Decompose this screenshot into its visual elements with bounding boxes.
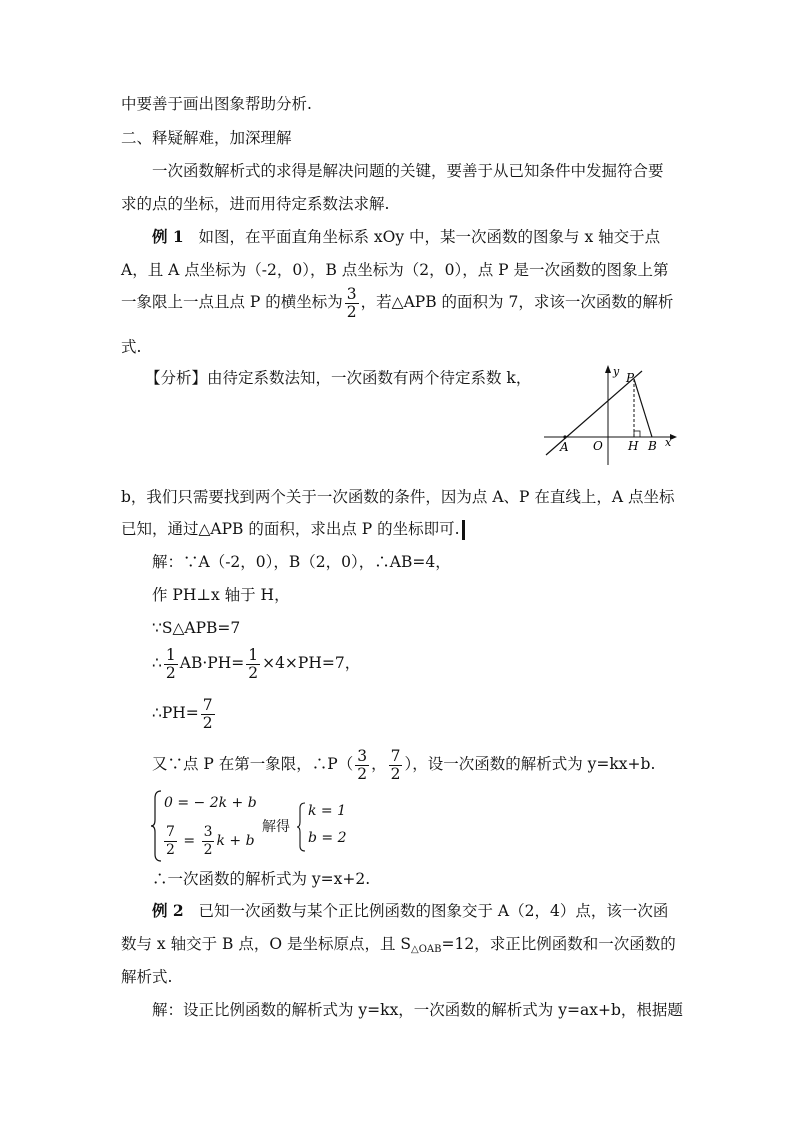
analysis-line: b，我们只需要找到两个关于一次函数的条件，因为点 A、P 在直线上，A 点坐标	[121, 488, 675, 506]
example-1-label: 例 1	[152, 227, 184, 246]
fraction: $\frac{1}{2}$	[165, 645, 176, 682]
fraction: $\frac{1}{2}$	[248, 645, 259, 682]
analysis-line: 【分析】由待定系数法知，一次函数有两个待定系数 k，	[145, 369, 532, 387]
solution-line: ∴PH= $\frac{7}{2}$	[152, 695, 213, 732]
text-line: 式.	[121, 338, 142, 356]
point-b-label: B	[648, 439, 657, 453]
fraction: $\frac{7}{2}$	[202, 695, 213, 732]
right-angle-mark	[634, 431, 640, 437]
point-a-dot	[563, 435, 566, 438]
section-heading: 二、释疑解难，加深理解	[121, 129, 292, 147]
text-span: ，若△APB 的面积为 7，求该一次函数的解析	[360, 293, 674, 311]
point-p-label: P	[626, 371, 635, 385]
example-2-label: 例 2	[152, 901, 184, 920]
point-a-label: A	[560, 440, 569, 454]
example-2-line: 例 2 已知一次函数与某个正比例函数的图象交于 A（2，4）点，该一次函	[152, 901, 669, 920]
example-1-line	[152, 226, 660, 248]
equation-1: 0 = − 2k + b	[164, 795, 257, 811]
fraction: $\frac{3}{2}$	[203, 823, 213, 858]
y-axis-arrow	[605, 365, 611, 373]
x-axis-label: x	[665, 436, 672, 449]
analysis-line: 已知，通过△APB 的面积，求出点 P 的坐标即可.	[121, 518, 465, 540]
equation-2: $\frac{7}{2}$ = $\frac{3}{2}$ k + b	[166, 823, 255, 858]
text-span: 一象限上一点且点 P 的横坐标为	[121, 293, 343, 311]
fraction: $\frac{3}{2}$	[357, 746, 368, 783]
segment-pb	[634, 379, 652, 437]
text-cursor	[462, 520, 465, 540]
result-brace	[296, 802, 306, 852]
solve-word: 解得	[262, 819, 290, 835]
y-axis-label: y	[613, 365, 620, 378]
fraction: $\frac{7}{2}$	[390, 746, 401, 783]
text-line: 中要善于画出图象帮助分析.	[121, 95, 312, 113]
result-b: b = 2	[308, 830, 347, 846]
solution-line: 又∵点 P 在第一象限，∴P（ $\frac{3}{2}$ ， $\frac{7}{2}$ ），设一次函数的解析式为 y=kx+b.	[152, 746, 656, 783]
point-h-label: H	[628, 439, 639, 453]
solution-line: ∴ $\frac{1}{2}$ AB·PH= $\frac{1}{2}$ ×4×PH=7，	[152, 645, 361, 682]
text-span: 如图，在平面直角坐标系 xOy 中，某一次函数的图象与 x 轴交于点	[198, 228, 661, 246]
fraction: $\frac{3}{2}$	[346, 284, 357, 321]
text-line: A，且 A 点坐标为（-2，0），B 点坐标为（2，0），点 P 是一次函数的图象上第	[121, 261, 669, 279]
left-brace	[150, 790, 162, 862]
text-line: 一次函数解析式的求得是解决问题的关键，要善于从已知条件中发掘符合要	[152, 162, 664, 180]
coordinate-figure	[542, 365, 682, 465]
text-line: 求的点的坐标，进而用待定系数法求解.	[121, 195, 390, 213]
text-line	[121, 285, 673, 321]
fraction: $\frac{7}{2}$	[166, 823, 175, 858]
conclusion-line: ∴一次函数的解析式为 y=x+2.	[152, 870, 371, 888]
solution-line: ∵S△APB=7	[152, 619, 241, 637]
origin-label: O	[593, 439, 603, 453]
solution-line: 作 PH⊥x 轴于 H，	[152, 586, 290, 604]
result-k: k = 1	[308, 803, 347, 819]
solution-line: 解：设正比例函数的解析式为 y=kx，一次函数的解析式为 y=ax+b，根据题	[152, 1001, 683, 1019]
text-line: 数与 x 轴交于 B 点，O 是坐标原点，且 $S_{\triangle OAB}=12$，求正比例函数和一次函数的	[121, 935, 676, 955]
equation-system	[150, 790, 380, 864]
solution-line: 解：∵A（-2，0），B（2，0），∴AB=4，	[152, 553, 451, 571]
text-line: 解析式.	[121, 968, 173, 986]
